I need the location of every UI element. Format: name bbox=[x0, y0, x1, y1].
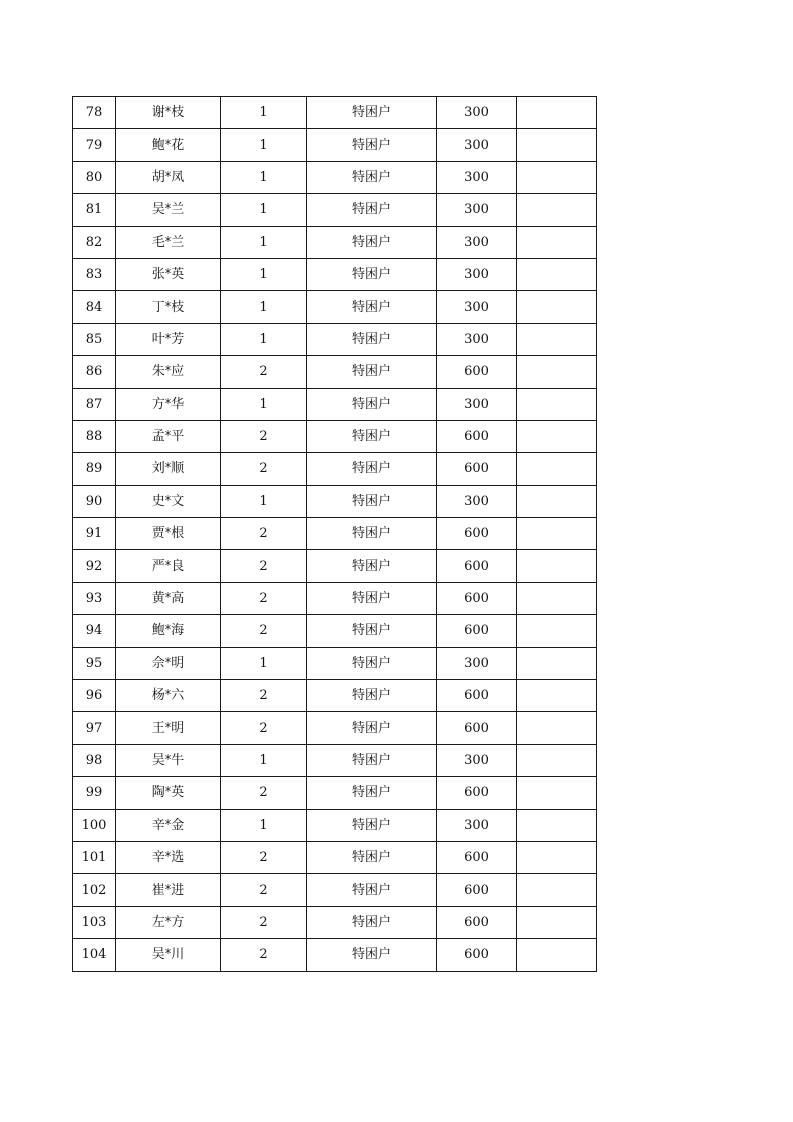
remark-cell bbox=[517, 615, 597, 647]
category-cell: 特困户 bbox=[307, 550, 437, 582]
remark-cell bbox=[517, 129, 597, 161]
remark-cell bbox=[517, 582, 597, 614]
household-size-cell: 2 bbox=[221, 712, 307, 744]
household-size-cell: 1 bbox=[221, 97, 307, 129]
household-size-cell: 2 bbox=[221, 906, 307, 938]
name-cell: 史*文 bbox=[116, 485, 221, 517]
table-row bbox=[73, 420, 597, 452]
amount-cell: 600 bbox=[437, 550, 517, 582]
amount-cell: 600 bbox=[437, 939, 517, 971]
household-size-cell: 2 bbox=[221, 874, 307, 906]
table-row bbox=[73, 712, 597, 744]
table-row bbox=[73, 291, 597, 323]
household-size-cell: 2 bbox=[221, 356, 307, 388]
amount-cell: 300 bbox=[437, 97, 517, 129]
row-number-cell: 91 bbox=[73, 518, 116, 550]
row-number-cell: 80 bbox=[73, 161, 116, 193]
row-number-cell: 81 bbox=[73, 194, 116, 226]
row-number-cell: 92 bbox=[73, 550, 116, 582]
table-row bbox=[73, 744, 597, 776]
row-number-cell: 95 bbox=[73, 647, 116, 679]
household-size-cell: 2 bbox=[221, 615, 307, 647]
amount-cell: 300 bbox=[437, 744, 517, 776]
name-cell: 方*华 bbox=[116, 388, 221, 420]
household-size-cell: 2 bbox=[221, 939, 307, 971]
household-size-cell: 1 bbox=[221, 809, 307, 841]
row-number-cell: 84 bbox=[73, 291, 116, 323]
amount-cell: 600 bbox=[437, 582, 517, 614]
category-cell: 特困户 bbox=[307, 323, 437, 355]
subsidy-table bbox=[72, 96, 597, 972]
household-size-cell: 2 bbox=[221, 841, 307, 873]
household-size-cell: 2 bbox=[221, 453, 307, 485]
table-row bbox=[73, 809, 597, 841]
amount-cell: 300 bbox=[437, 388, 517, 420]
table-row bbox=[73, 874, 597, 906]
row-number-cell: 103 bbox=[73, 906, 116, 938]
household-size-cell: 1 bbox=[221, 129, 307, 161]
category-cell: 特困户 bbox=[307, 680, 437, 712]
name-cell: 黄*高 bbox=[116, 582, 221, 614]
row-number-cell: 86 bbox=[73, 356, 116, 388]
row-number-cell: 102 bbox=[73, 874, 116, 906]
household-size-cell: 1 bbox=[221, 388, 307, 420]
table-row bbox=[73, 777, 597, 809]
amount-cell: 300 bbox=[437, 809, 517, 841]
table-row bbox=[73, 647, 597, 679]
remark-cell bbox=[517, 680, 597, 712]
name-cell: 陶*英 bbox=[116, 777, 221, 809]
table-row bbox=[73, 615, 597, 647]
household-size-cell: 1 bbox=[221, 485, 307, 517]
name-cell: 叶*芳 bbox=[116, 323, 221, 355]
table-row bbox=[73, 97, 597, 129]
household-size-cell: 1 bbox=[221, 161, 307, 193]
household-size-cell: 2 bbox=[221, 420, 307, 452]
category-cell: 特困户 bbox=[307, 874, 437, 906]
row-number-cell: 89 bbox=[73, 453, 116, 485]
row-number-cell: 97 bbox=[73, 712, 116, 744]
table-row bbox=[73, 453, 597, 485]
amount-cell: 300 bbox=[437, 485, 517, 517]
name-cell: 吴*兰 bbox=[116, 194, 221, 226]
remark-cell bbox=[517, 194, 597, 226]
remark-cell bbox=[517, 744, 597, 776]
household-size-cell: 2 bbox=[221, 680, 307, 712]
row-number-cell: 79 bbox=[73, 129, 116, 161]
household-size-cell: 2 bbox=[221, 518, 307, 550]
table-row bbox=[73, 258, 597, 290]
remark-cell bbox=[517, 453, 597, 485]
name-cell: 张*英 bbox=[116, 258, 221, 290]
name-cell: 毛*兰 bbox=[116, 226, 221, 258]
amount-cell: 600 bbox=[437, 777, 517, 809]
table-row bbox=[73, 680, 597, 712]
remark-cell bbox=[517, 712, 597, 744]
remark-cell bbox=[517, 323, 597, 355]
name-cell: 丁*枝 bbox=[116, 291, 221, 323]
category-cell: 特困户 bbox=[307, 161, 437, 193]
row-number-cell: 85 bbox=[73, 323, 116, 355]
row-number-cell: 100 bbox=[73, 809, 116, 841]
remark-cell bbox=[517, 388, 597, 420]
household-size-cell: 1 bbox=[221, 647, 307, 679]
name-cell: 王*明 bbox=[116, 712, 221, 744]
table-row bbox=[73, 485, 597, 517]
remark-cell bbox=[517, 550, 597, 582]
table-row bbox=[73, 906, 597, 938]
name-cell: 吴*牛 bbox=[116, 744, 221, 776]
row-number-cell: 78 bbox=[73, 97, 116, 129]
row-number-cell: 83 bbox=[73, 258, 116, 290]
remark-cell bbox=[517, 777, 597, 809]
name-cell: 谢*枝 bbox=[116, 97, 221, 129]
amount-cell: 600 bbox=[437, 420, 517, 452]
row-number-cell: 94 bbox=[73, 615, 116, 647]
table-row bbox=[73, 582, 597, 614]
household-size-cell: 1 bbox=[221, 323, 307, 355]
amount-cell: 600 bbox=[437, 712, 517, 744]
row-number-cell: 101 bbox=[73, 841, 116, 873]
remark-cell bbox=[517, 356, 597, 388]
amount-cell: 300 bbox=[437, 291, 517, 323]
category-cell: 特困户 bbox=[307, 744, 437, 776]
row-number-cell: 87 bbox=[73, 388, 116, 420]
household-size-cell: 1 bbox=[221, 744, 307, 776]
household-size-cell: 2 bbox=[221, 777, 307, 809]
remark-cell bbox=[517, 291, 597, 323]
row-number-cell: 93 bbox=[73, 582, 116, 614]
amount-cell: 600 bbox=[437, 906, 517, 938]
amount-cell: 600 bbox=[437, 615, 517, 647]
category-cell: 特困户 bbox=[307, 453, 437, 485]
name-cell: 刘*顺 bbox=[116, 453, 221, 485]
row-number-cell: 98 bbox=[73, 744, 116, 776]
remark-cell bbox=[517, 226, 597, 258]
category-cell: 特困户 bbox=[307, 582, 437, 614]
name-cell: 胡*凤 bbox=[116, 161, 221, 193]
table-row bbox=[73, 323, 597, 355]
category-cell: 特困户 bbox=[307, 615, 437, 647]
amount-cell: 300 bbox=[437, 161, 517, 193]
category-cell: 特困户 bbox=[307, 712, 437, 744]
category-cell: 特困户 bbox=[307, 97, 437, 129]
remark-cell bbox=[517, 420, 597, 452]
name-cell: 贾*根 bbox=[116, 518, 221, 550]
table-row bbox=[73, 939, 597, 971]
table-row bbox=[73, 161, 597, 193]
remark-cell bbox=[517, 809, 597, 841]
category-cell: 特困户 bbox=[307, 129, 437, 161]
name-cell: 佘*明 bbox=[116, 647, 221, 679]
amount-cell: 300 bbox=[437, 129, 517, 161]
category-cell: 特困户 bbox=[307, 906, 437, 938]
table-row bbox=[73, 518, 597, 550]
remark-cell bbox=[517, 647, 597, 679]
remark-cell bbox=[517, 939, 597, 971]
remark-cell bbox=[517, 906, 597, 938]
row-number-cell: 90 bbox=[73, 485, 116, 517]
household-size-cell: 2 bbox=[221, 550, 307, 582]
amount-cell: 600 bbox=[437, 453, 517, 485]
name-cell: 杨*六 bbox=[116, 680, 221, 712]
category-cell: 特困户 bbox=[307, 356, 437, 388]
remark-cell bbox=[517, 874, 597, 906]
category-cell: 特困户 bbox=[307, 258, 437, 290]
remark-cell bbox=[517, 258, 597, 290]
amount-cell: 300 bbox=[437, 258, 517, 290]
household-size-cell: 1 bbox=[221, 194, 307, 226]
table-row bbox=[73, 388, 597, 420]
amount-cell: 300 bbox=[437, 194, 517, 226]
name-cell: 左*方 bbox=[116, 906, 221, 938]
household-size-cell: 1 bbox=[221, 291, 307, 323]
remark-cell bbox=[517, 518, 597, 550]
household-size-cell: 1 bbox=[221, 226, 307, 258]
name-cell: 孟*平 bbox=[116, 420, 221, 452]
name-cell: 严*良 bbox=[116, 550, 221, 582]
amount-cell: 600 bbox=[437, 841, 517, 873]
name-cell: 辛*金 bbox=[116, 809, 221, 841]
name-cell: 朱*应 bbox=[116, 356, 221, 388]
table-row bbox=[73, 356, 597, 388]
name-cell: 崔*进 bbox=[116, 874, 221, 906]
name-cell: 鲍*海 bbox=[116, 615, 221, 647]
table-row bbox=[73, 841, 597, 873]
amount-cell: 300 bbox=[437, 647, 517, 679]
category-cell: 特困户 bbox=[307, 194, 437, 226]
remark-cell bbox=[517, 485, 597, 517]
table-body bbox=[73, 97, 597, 972]
category-cell: 特困户 bbox=[307, 939, 437, 971]
row-number-cell: 96 bbox=[73, 680, 116, 712]
remark-cell bbox=[517, 161, 597, 193]
row-number-cell: 88 bbox=[73, 420, 116, 452]
category-cell: 特困户 bbox=[307, 841, 437, 873]
category-cell: 特困户 bbox=[307, 226, 437, 258]
table-row bbox=[73, 550, 597, 582]
amount-cell: 600 bbox=[437, 518, 517, 550]
row-number-cell: 104 bbox=[73, 939, 116, 971]
category-cell: 特困户 bbox=[307, 420, 437, 452]
table-row bbox=[73, 129, 597, 161]
category-cell: 特困户 bbox=[307, 777, 437, 809]
name-cell: 吴*川 bbox=[116, 939, 221, 971]
row-number-cell: 82 bbox=[73, 226, 116, 258]
table-row bbox=[73, 194, 597, 226]
remark-cell bbox=[517, 841, 597, 873]
category-cell: 特困户 bbox=[307, 518, 437, 550]
category-cell: 特困户 bbox=[307, 485, 437, 517]
amount-cell: 600 bbox=[437, 356, 517, 388]
household-size-cell: 1 bbox=[221, 258, 307, 290]
row-number-cell: 99 bbox=[73, 777, 116, 809]
table-row bbox=[73, 226, 597, 258]
amount-cell: 600 bbox=[437, 680, 517, 712]
remark-cell bbox=[517, 97, 597, 129]
category-cell: 特困户 bbox=[307, 388, 437, 420]
amount-cell: 600 bbox=[437, 874, 517, 906]
amount-cell: 300 bbox=[437, 226, 517, 258]
amount-cell: 300 bbox=[437, 323, 517, 355]
name-cell: 鲍*花 bbox=[116, 129, 221, 161]
name-cell: 辛*选 bbox=[116, 841, 221, 873]
category-cell: 特困户 bbox=[307, 809, 437, 841]
household-size-cell: 2 bbox=[221, 582, 307, 614]
category-cell: 特困户 bbox=[307, 647, 437, 679]
category-cell: 特困户 bbox=[307, 291, 437, 323]
